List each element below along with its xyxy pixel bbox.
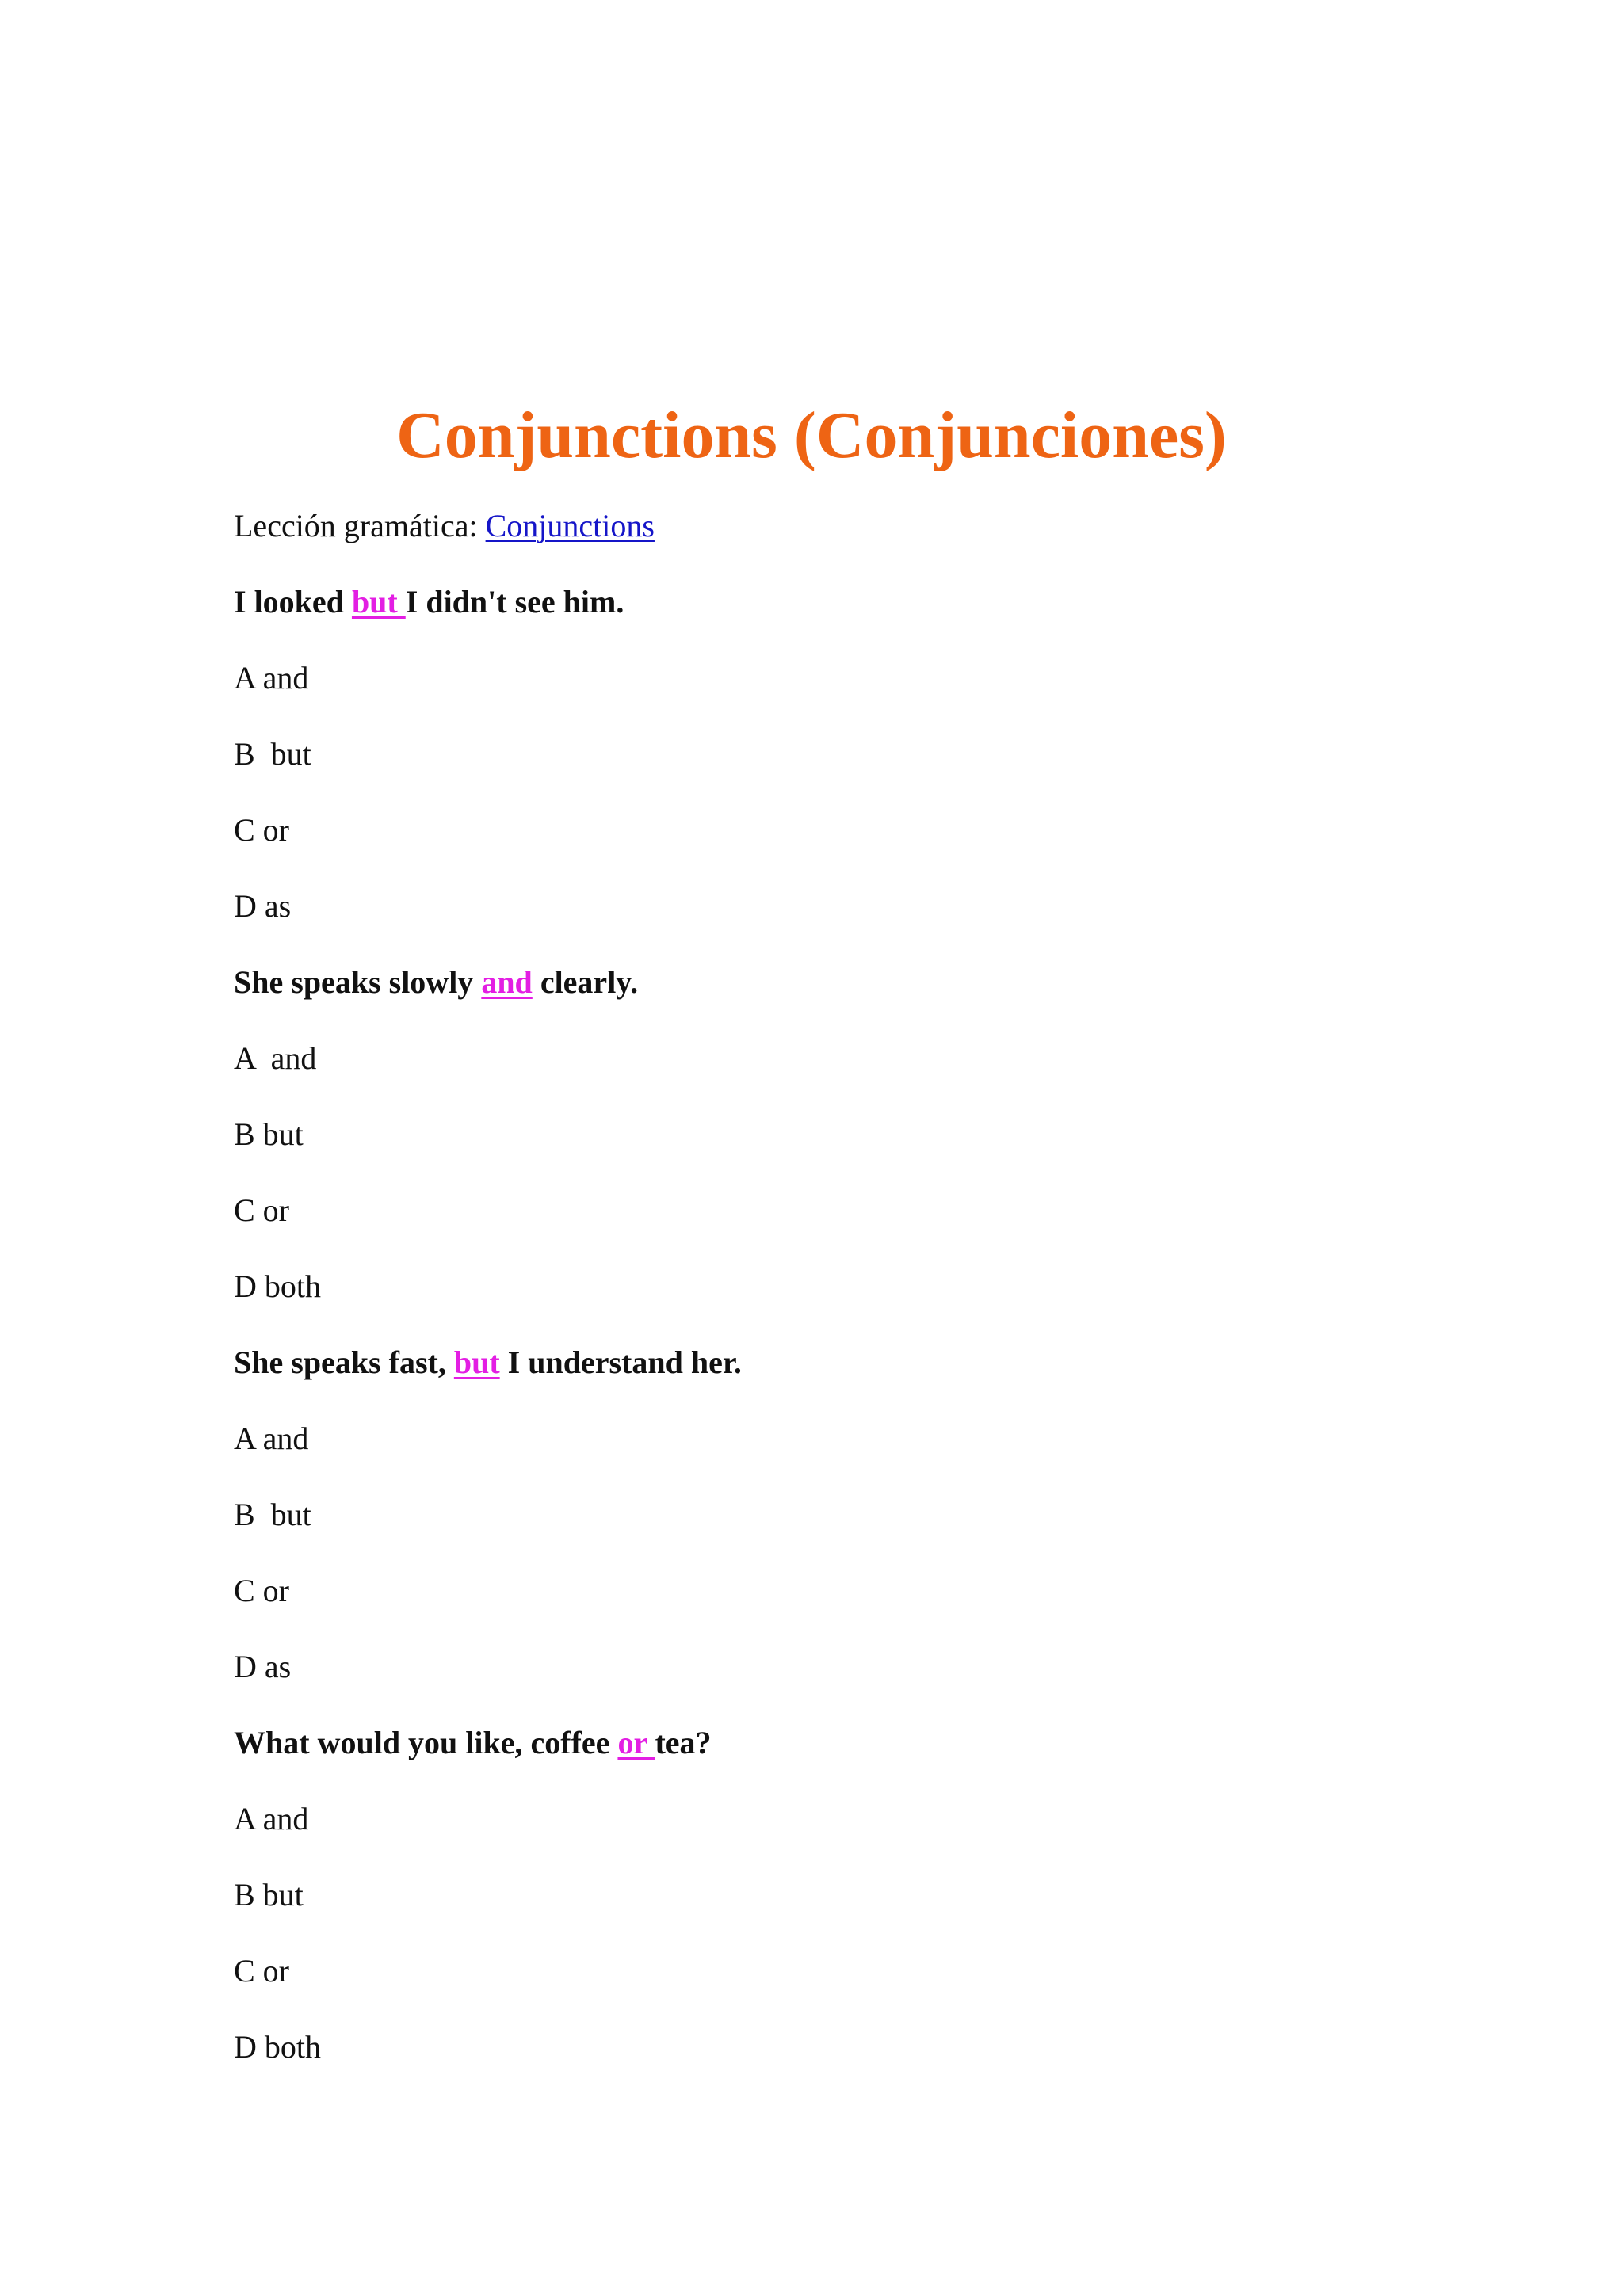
question-text-before: She speaks fast,	[234, 1344, 454, 1380]
page-title: Conjunctions (Conjunciones)	[396, 399, 1227, 472]
question-text-before: What would you like, coffee	[234, 1725, 618, 1760]
question-text-before: I looked	[234, 584, 352, 620]
question-text-after: I didn't see him.	[405, 584, 624, 620]
option-b: B but	[234, 736, 311, 772]
lesson-label: Lección gramática:	[234, 508, 486, 543]
option-d: D both	[234, 1268, 321, 1304]
question-2	[234, 963, 1502, 1001]
lesson-line	[234, 507, 1502, 545]
option-a: A and	[234, 660, 309, 696]
question-text-after: clearly.	[532, 964, 639, 1000]
option-c: C or	[234, 812, 289, 848]
option-d: D as	[234, 1649, 292, 1684]
question-answer: or	[617, 1725, 655, 1760]
option-a: A and	[234, 1801, 309, 1836]
question-4	[234, 1724, 1502, 1762]
question-text-before: She speaks slowly	[234, 964, 482, 1000]
question-answer: but	[351, 584, 406, 620]
question-3	[234, 1344, 1502, 1382]
question-answer: but	[453, 1344, 500, 1380]
option-d: D as	[234, 888, 292, 924]
option-c: C or	[234, 1192, 289, 1228]
option-c: C or	[234, 1953, 289, 1989]
option-d: D both	[234, 2029, 321, 2065]
question-text-after: tea?	[655, 1725, 712, 1760]
option-b: B but	[234, 1497, 311, 1532]
option-b: B but	[234, 1877, 304, 1913]
question-text-after: I understand her.	[499, 1344, 742, 1380]
question-answer: and	[481, 964, 533, 1000]
question-1	[234, 583, 1502, 621]
option-a: A and	[234, 1421, 309, 1456]
option-a: A and	[234, 1040, 317, 1076]
option-c: C or	[234, 1573, 289, 1608]
exercise-content	[234, 507, 1502, 2104]
option-b: B but	[234, 1116, 304, 1152]
lesson-link[interactable]: Conjunctions	[485, 508, 655, 543]
